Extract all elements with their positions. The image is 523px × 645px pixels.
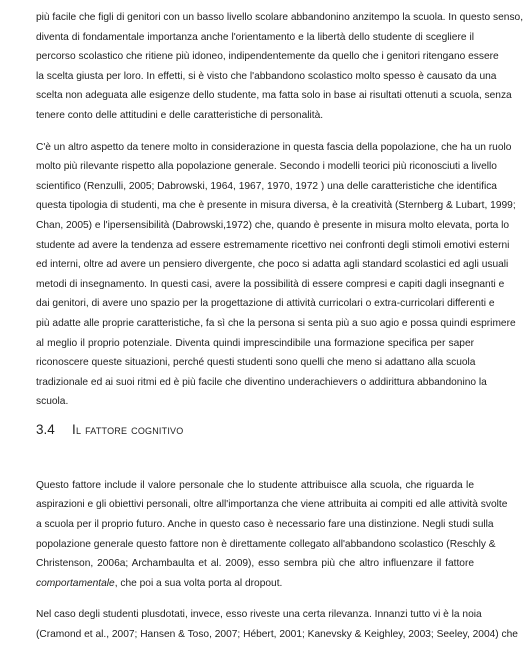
text-line: Questo fattore include il valore personale che lo studente attribuisce alla scuola, che riguarda le [36, 479, 474, 491]
text-line: Chan, 2005) e l'ipersensibilità (Dabrowski,1972) che, quando è presente in misura molto elevata, porta lo [36, 219, 510, 231]
paragraph-spacer [36, 126, 474, 138]
text-line: tradizionale ed ai suoi ritmi ed è più facile che diventino underachievers o addirittura abbandonino la [36, 376, 487, 388]
text-line: percorso scolastico che ritiene più idoneo, indipendentemente da quello che i genitori ritengano essere [36, 51, 499, 63]
text-fragment: , che poi a sua volta porta al dropout. [114, 577, 283, 589]
text-line: molto più rilevante rispetto alla popolazione generale. Secondo i modelli teorici più riconosciuti a livello [36, 161, 497, 173]
section-number: 3.4 [36, 421, 55, 437]
paragraph-creativity-sensitivity [36, 138, 516, 412]
text-line: diventa di fondamentale importanza anche l'orientamento e la libertà dello studente di scegliere il [36, 31, 474, 43]
text-line: a scuola per il proprio futuro. Anche in questo caso è necessario fare una distinzione. Negli studi sulla [36, 519, 494, 531]
paragraph-dropout-choice [36, 8, 523, 126]
paragraph-spacer [36, 450, 474, 476]
text-line: riconoscere queste situazioni, perché questi studenti sono quelli che meno si adattano alla scuola [36, 357, 476, 369]
text-line: (Cramond et al., 2007; Hansen & Toso, 2007; Hébert, 2001; Kanevsky & Keighley, 2003; Seeley, 2004) che [36, 629, 518, 641]
text-line: scientifico (Renzulli, 2005; Dabrowski, 1964, 1967, 1970, 1972 ) una delle caratteristiche che identifica [36, 180, 497, 192]
section-title: Il fattore cognitivo [72, 421, 184, 437]
paragraph-gifted-students [36, 605, 518, 644]
text-line: popolazione generale questo fattore non è direttamente collegato all'abbandono scolastico (Reschly & [36, 538, 496, 550]
text-line: più adatte alle proprie caratteristiche, fa sì che la persona si senta più a suo agio e possa quindi esprimere [36, 317, 516, 329]
text-line: studente ad avere la tendenza ad essere estremamente ricettivo nei confronti degli stimoli emotivi esterni [36, 239, 510, 251]
text-line: al meglio il proprio potenziale. Diventa quindi imprescindibile una formazione specifica per saper [36, 337, 474, 349]
text-line: Christenson, 2006a; Archambaulta et al. 2009), esso sembra più che altro influenzare il fattore [36, 558, 474, 570]
text-line: scelta non adeguata alle esigenze dello studente, ma fatta solo in base ai risultati ottenuti a scuola, senza [36, 90, 512, 102]
paragraph-spacer [36, 593, 474, 605]
text-line: scuola. [36, 396, 69, 408]
text-line: la scelta giusta per loro. In effetti, si è visto che l'abbandono scolastico molto spesso è causato da una [36, 70, 497, 82]
text-line: più facile che figli di genitori con un basso livello scolare abbandonino anzitempo la scuola. In questo senso, [36, 12, 523, 23]
text-line: dai genitori, di avere uno spazio per la progettazione di attività curricolari o extra-curricolari differenti e [36, 298, 495, 310]
text-line: tenere conto delle attitudini e delle caratteristiche di personalità. [36, 109, 324, 121]
text-line: metodi di insegnamento. In questi casi, avere la possibilità di essere compresi e capiti dagli insegnanti e [36, 278, 505, 290]
italic-term: comportamentale [36, 577, 115, 589]
text-line: ed interni, oltre ad avere un pensiero divergente, che poco si adatta agli standard scolastici ed agli usuali [36, 259, 509, 271]
paragraph-cognitive-factor [36, 476, 508, 594]
text-line: aspirazioni e gli obiettivi personali, oltre all'importanza che viene attribuita ai compiti ed alle attività svolte [36, 499, 508, 511]
section-heading [36, 422, 474, 450]
text-line [36, 574, 474, 594]
text-line: questa tipologia di studenti, ma che è presente in misura diversa, è la creatività (Sternberg & Lubart, 1999; [36, 200, 516, 212]
text-line: Nel caso degli studenti plusdotati, invece, esso riveste una certa rilevanza. Innanzi tutto vi è la noia [36, 609, 482, 621]
text-line: C'è un altro aspetto da tenere molto in considerazione in questa fascia della popolazione, che ha un ruolo [36, 141, 512, 153]
